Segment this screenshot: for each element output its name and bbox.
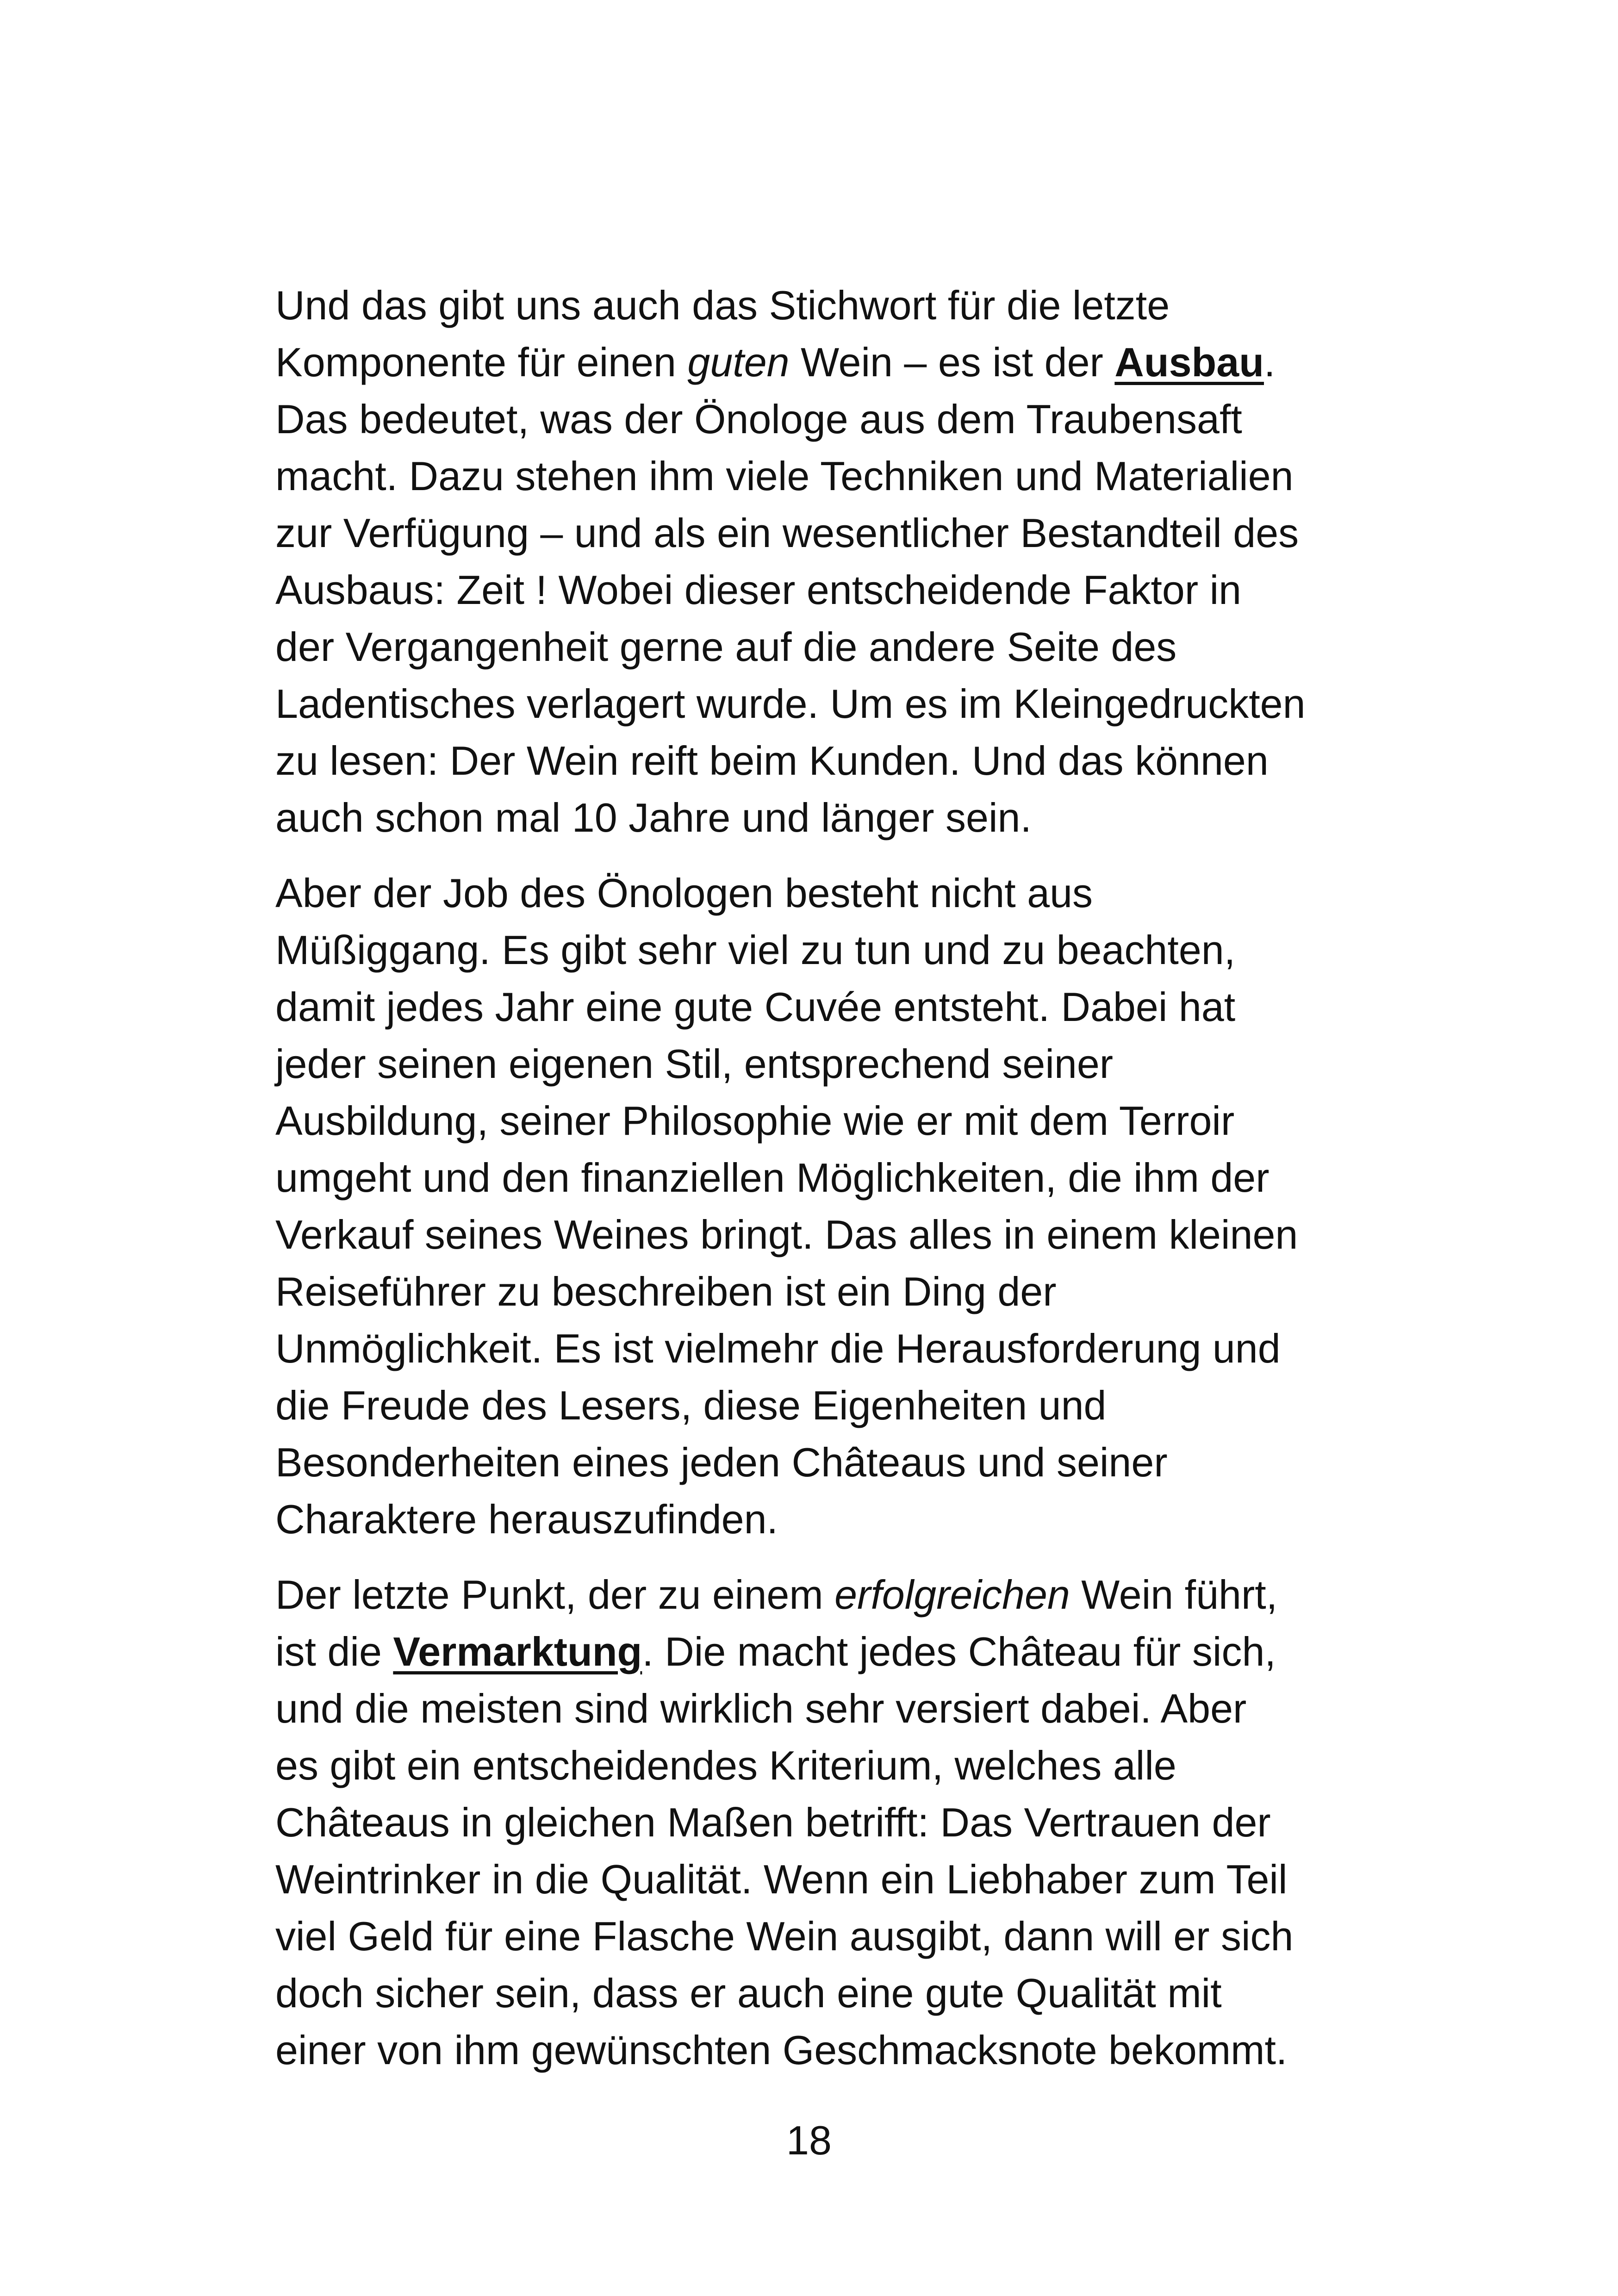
text-segment: Und das gibt uns auch das Stichwort für die letzte xyxy=(275,282,1170,328)
text-line xyxy=(275,448,1368,504)
text-line xyxy=(275,1566,1368,1623)
text-line xyxy=(275,1794,1368,1851)
keyword-text: Vermarktung xyxy=(393,1629,642,1674)
text-segment: Aber der Job des Önologen besteht nicht aus xyxy=(275,870,1093,916)
text-segment: . xyxy=(1264,339,1276,385)
text-segment: Wein – es ist der xyxy=(789,339,1115,385)
emphasized-text: erfolgreichen xyxy=(834,1572,1070,1618)
text-segment: Ladentisches verlagert wurde. Um es im Kleingedruckten xyxy=(275,681,1306,727)
text-line xyxy=(275,1965,1368,2022)
text-line xyxy=(275,2022,1368,2078)
text-line xyxy=(275,561,1368,618)
paragraph xyxy=(275,277,1368,846)
text-segment: Unmöglichkeit. Es ist vielmehr die Herausforderung und xyxy=(275,1325,1281,1371)
text-segment: macht. Dazu stehen ihm viele Techniken und Materialien xyxy=(275,453,1294,499)
text-segment: zur Verfügung – und als ein wesentlicher Bestandteil des xyxy=(275,510,1299,556)
text-segment: zu lesen: Der Wein reift beim Kunden. Und das können xyxy=(275,738,1269,784)
text-line xyxy=(275,789,1368,846)
text-segment: Verkauf seines Weines bringt. Das alles in einem kleinen xyxy=(275,1212,1298,1257)
text-segment: die Freude des Lesers, diese Eigenheiten und xyxy=(275,1382,1107,1428)
text-segment: Müßiggang. Es gibt sehr viel zu tun und zu beachten, xyxy=(275,927,1236,973)
text-line xyxy=(275,1377,1368,1434)
text-segment: umgeht und den finanziellen Möglichkeiten, die ihm der xyxy=(275,1155,1270,1201)
text-segment: Charaktere herauszufinden. xyxy=(275,1496,778,1542)
text-line xyxy=(275,504,1368,561)
text-segment: ist die xyxy=(275,1629,393,1674)
text-segment: Das bedeutet, was der Önologe aus dem Traubensaft xyxy=(275,396,1242,442)
text-segment: jeder seinen eigenen Stil, entsprechend seiner xyxy=(275,1041,1114,1087)
text-segment: Wein führt, xyxy=(1070,1572,1278,1618)
text-segment: Ausbildung, seiner Philosophie wie er mit dem Terroir xyxy=(275,1098,1235,1144)
keyword-text: Ausbau xyxy=(1114,339,1264,385)
text-line xyxy=(275,1908,1368,1965)
paragraph xyxy=(275,1566,1368,2078)
text-segment: und die meisten sind wirklich sehr versiert dabei. Aber xyxy=(275,1686,1247,1731)
text-line xyxy=(275,277,1368,334)
text-line xyxy=(275,1623,1368,1680)
emphasized-text: guten xyxy=(687,339,790,385)
text-line xyxy=(275,1491,1368,1548)
text-line xyxy=(275,391,1368,448)
text-line xyxy=(275,1851,1368,1908)
text-line xyxy=(275,618,1368,675)
text-segment: Weintrinker in die Qualität. Wenn ein Liebhaber zum Teil xyxy=(275,1856,1288,1902)
text-segment: damit jedes Jahr eine gute Cuvée entsteht. Dabei hat xyxy=(275,984,1236,1030)
text-line xyxy=(275,1434,1368,1491)
text-segment: auch schon mal 10 Jahre und länger sein. xyxy=(275,795,1032,840)
text-segment: Ausbaus: Zeit ! Wobei dieser entscheidende Faktor in xyxy=(275,567,1242,613)
text-segment: es gibt ein entscheidendes Kriterium, welches alle xyxy=(275,1742,1176,1788)
text-segment: Komponente für einen xyxy=(275,339,688,385)
text-segment: Der letzte Punkt, der zu einem xyxy=(275,1572,835,1618)
text-line xyxy=(275,1035,1368,1092)
text-line xyxy=(275,865,1368,921)
text-line xyxy=(275,1149,1368,1206)
page-number: 18 xyxy=(786,2117,832,2163)
text-segment: Besonderheiten eines jeden Châteaus und seiner xyxy=(275,1439,1168,1485)
text-line xyxy=(275,1320,1368,1377)
text-segment: der Vergangenheit gerne auf die andere Seite des xyxy=(275,624,1177,670)
text-line xyxy=(275,1263,1368,1320)
text-line xyxy=(275,1206,1368,1263)
text-line xyxy=(275,978,1368,1035)
text-segment: doch sicher sein, dass er auch eine gute Qualität mit xyxy=(275,1970,1222,2016)
text-line xyxy=(275,1737,1368,1794)
text-line xyxy=(275,675,1368,732)
text-segment: viel Geld für eine Flasche Wein ausgibt, dann will er sich xyxy=(275,1913,1294,1959)
text-segment: einer von ihm gewünschten Geschmacksnote bekommt. xyxy=(275,2027,1288,2073)
text-line xyxy=(275,334,1368,391)
text-line xyxy=(275,1680,1368,1737)
text-segment: Reiseführer zu beschreiben ist ein Ding der xyxy=(275,1269,1057,1314)
body-text xyxy=(275,277,1368,2078)
text-line xyxy=(275,1092,1368,1149)
text-segment: . Die macht jedes Château für sich, xyxy=(642,1629,1276,1674)
paragraph xyxy=(275,865,1368,1548)
text-segment: Châteaus in gleichen Maßen betrifft: Das Vertrauen der xyxy=(275,1799,1271,1845)
text-line xyxy=(275,732,1368,789)
text-line xyxy=(275,921,1368,978)
